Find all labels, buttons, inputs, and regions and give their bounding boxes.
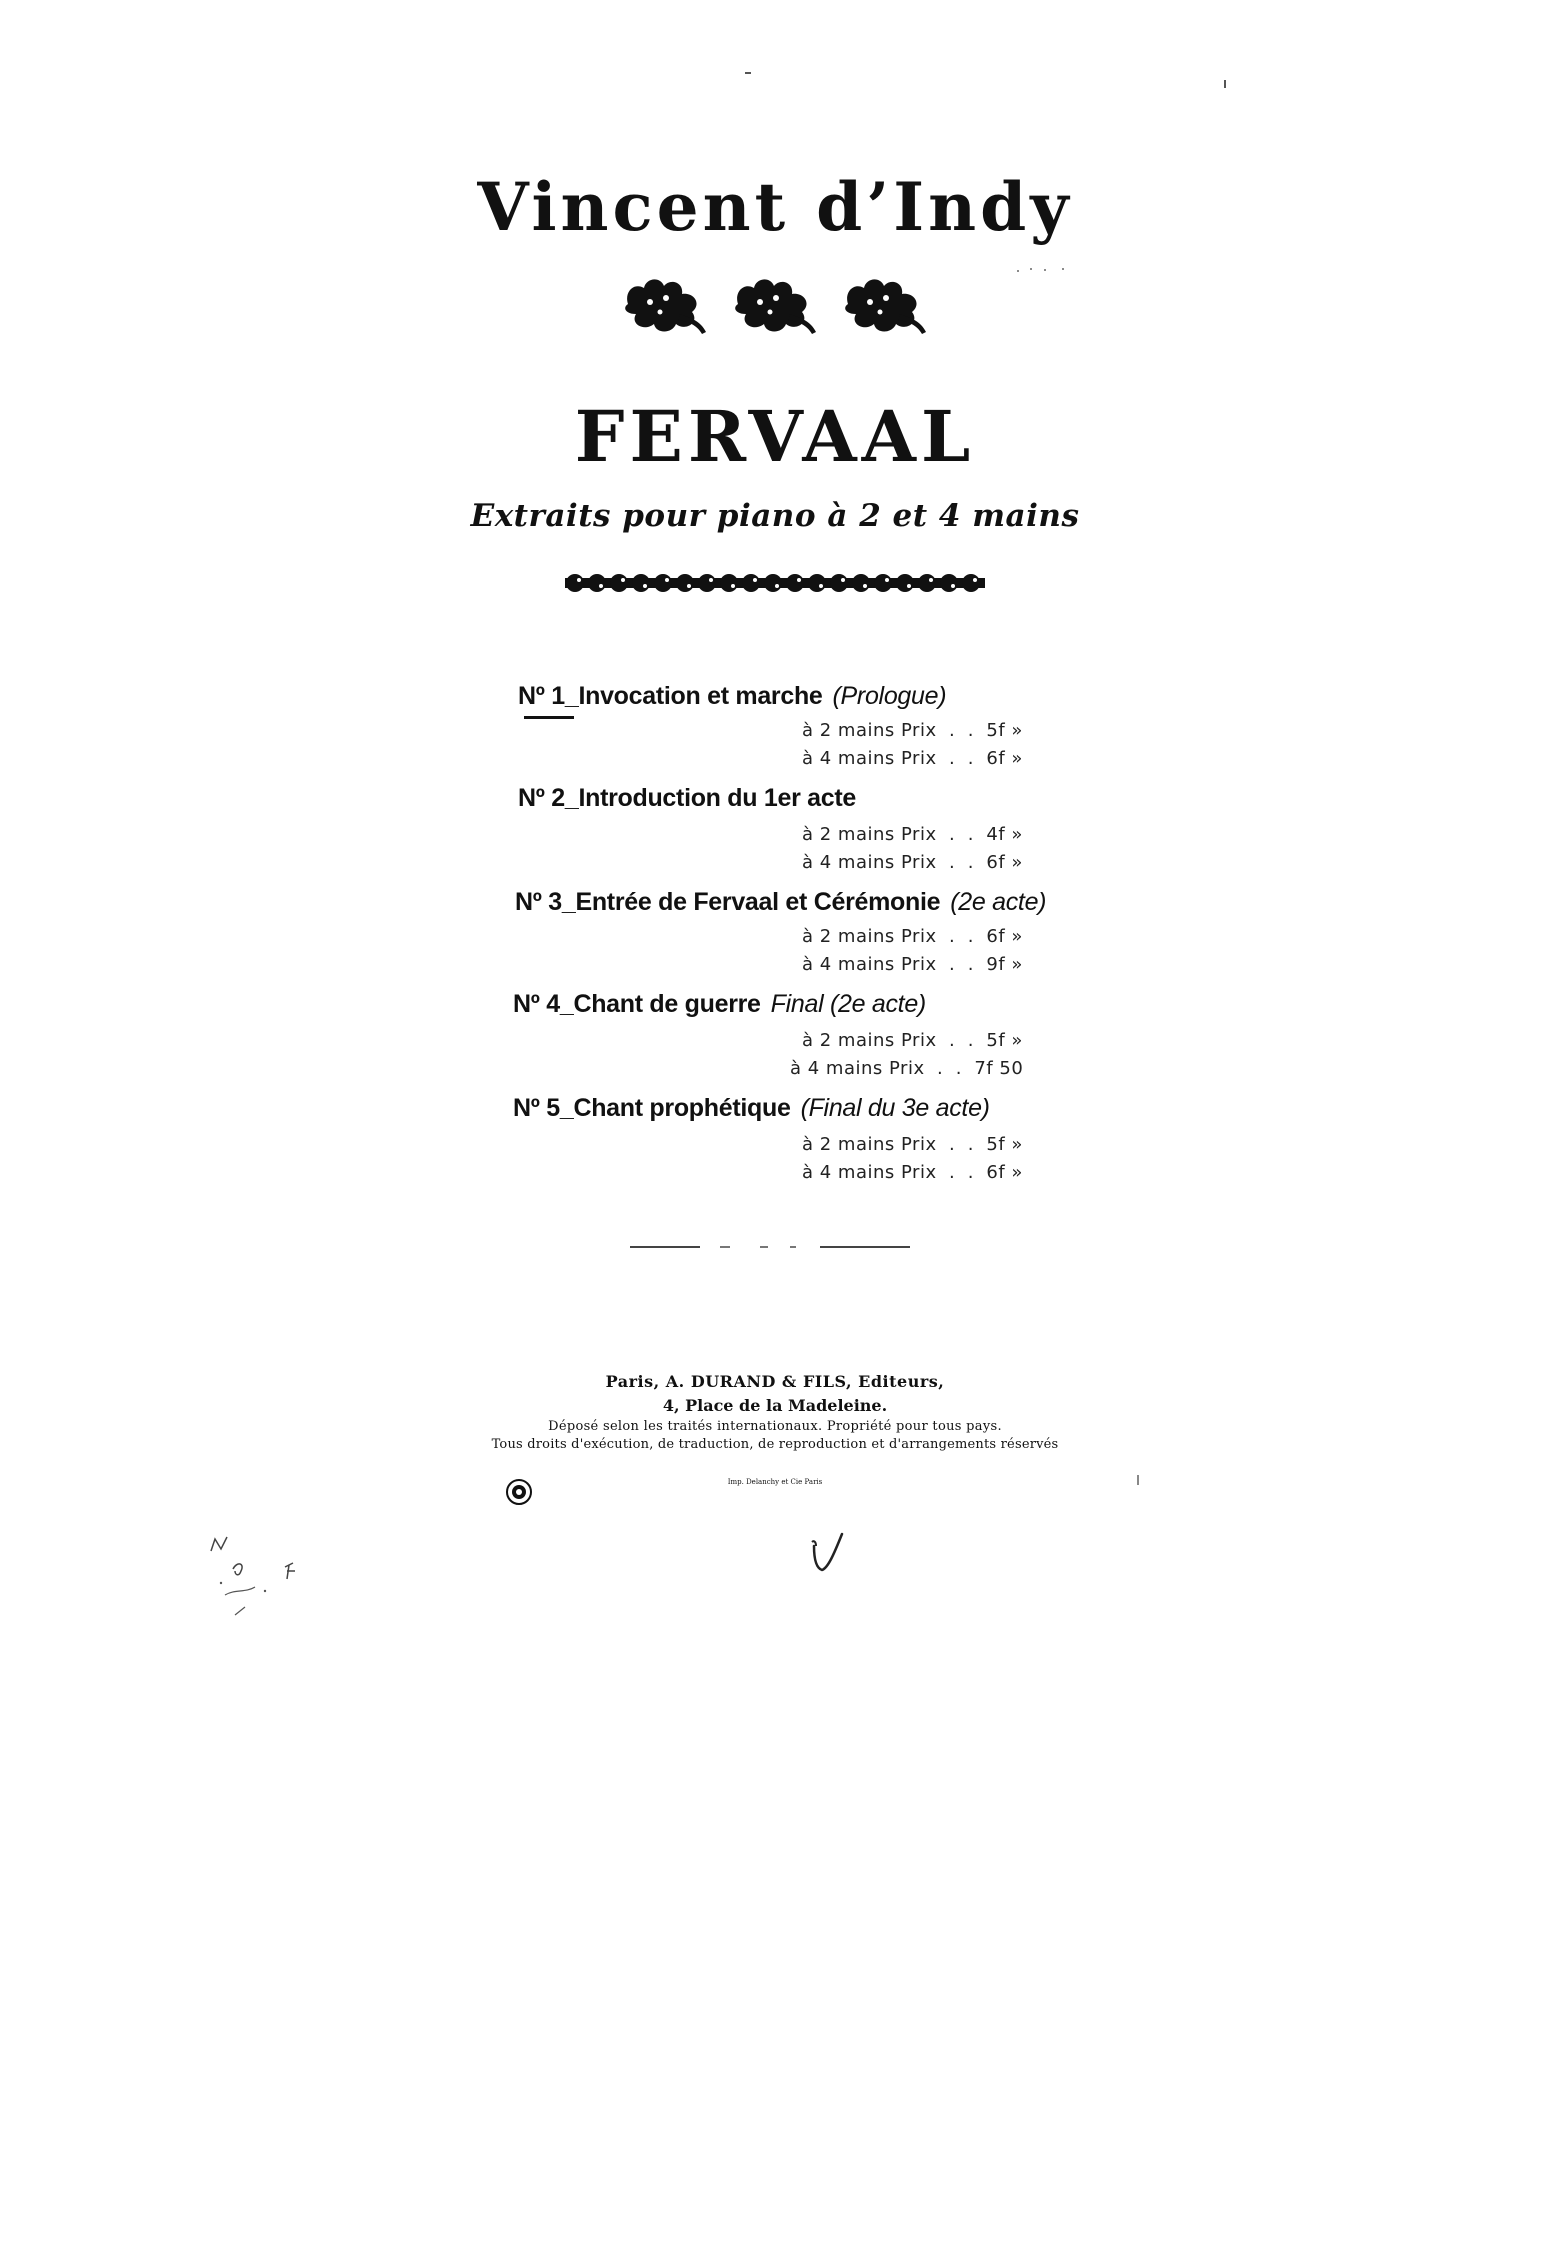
piece-1-title bbox=[518, 682, 946, 711]
piece-5-price-2-hands: à 2 mains Prix . . 5f » bbox=[802, 1134, 1023, 1155]
piece-1-price-4-hands: à 4 mains Prix . . 6f » bbox=[802, 748, 1023, 769]
piece-4-number: Nº 4_ bbox=[513, 990, 574, 1018]
scan-speck bbox=[1224, 80, 1226, 88]
library-call-number-stamp bbox=[205, 1535, 315, 1625]
piece-1-name: Invocation et marche bbox=[578, 682, 823, 710]
ornament-row bbox=[620, 270, 930, 340]
scan-speck bbox=[745, 72, 751, 74]
vine-leaf-icon bbox=[840, 274, 930, 336]
piece-2-number: Nº 2_ bbox=[518, 784, 579, 812]
vine-leaf-icon bbox=[620, 274, 710, 336]
number-underline bbox=[524, 716, 574, 719]
piece-5-subtitle: (Final du 3e acte) bbox=[800, 1094, 990, 1122]
piece-3-title bbox=[515, 888, 1046, 917]
piece-5-title bbox=[513, 1094, 990, 1123]
piece-1-price-2-hands: à 2 mains Prix . . 5f » bbox=[802, 720, 1023, 741]
scan-speck bbox=[1137, 1475, 1139, 1485]
piece-5-name: Chant prophétique bbox=[573, 1094, 791, 1122]
piece-3-number: Nº 3_ bbox=[515, 888, 576, 916]
piece-2-name: Introduction du 1er acte bbox=[578, 784, 857, 812]
piece-3-subtitle: (2e acte) bbox=[950, 888, 1047, 916]
handwritten-check-mark bbox=[808, 1528, 848, 1576]
scan-speck bbox=[1015, 258, 1069, 264]
rights-notice: Tous droits d'exécution, de traduction, de reproduction et d'arrangements réservés bbox=[491, 1437, 1059, 1452]
piece-1-subtitle: (Prologue) bbox=[832, 682, 947, 710]
piece-3-price-4-hands: à 4 mains Prix . . 9f » bbox=[802, 954, 1023, 975]
publisher-address: 4, Place de la Madeleine. bbox=[662, 1396, 888, 1415]
piece-5-price-4-hands: à 4 mains Prix . . 6f » bbox=[802, 1162, 1023, 1183]
piece-4-name: Chant de guerre bbox=[573, 990, 761, 1018]
piece-4-title bbox=[513, 990, 926, 1019]
piece-4-subtitle: Final (2e acte) bbox=[770, 990, 926, 1018]
piece-3-name: Entrée de Fervaal et Cérémonie bbox=[575, 888, 941, 916]
piece-2-price-2-hands: à 2 mains Prix . . 4f » bbox=[802, 824, 1023, 845]
piece-4-price-4-hands: à 4 mains Prix . . 7f 50 bbox=[790, 1058, 1024, 1079]
piece-4-price-2-hands: à 2 mains Prix . . 5f » bbox=[802, 1030, 1023, 1051]
publisher-name: Paris, A. DURAND & FILS, Editeurs, bbox=[605, 1372, 945, 1391]
publisher-seal-icon bbox=[505, 1478, 533, 1506]
work-subtitle: Extraits pour piano à 2 et 4 mains bbox=[470, 498, 1080, 534]
piece-2-price-4-hands: à 4 mains Prix . . 6f » bbox=[802, 852, 1023, 873]
printer-imprint: Imp. Delanchy et Cie Paris bbox=[727, 1478, 823, 1486]
piece-3-price-2-hands: à 2 mains Prix . . 6f » bbox=[802, 926, 1023, 947]
vine-leaf-icon bbox=[730, 274, 820, 336]
piece-5-number: Nº 5_ bbox=[513, 1094, 574, 1122]
divider-rule bbox=[630, 1245, 910, 1249]
copyright-notice: Déposé selon les traités internationaux. Propriété pour tous pays. bbox=[548, 1419, 1002, 1434]
composer-name: Vincent d’Indy bbox=[477, 168, 1073, 246]
work-title: FERVAAL bbox=[574, 395, 976, 478]
piece-2-title bbox=[518, 784, 856, 813]
piece-1-number: Nº 1_ bbox=[518, 682, 579, 710]
floral-border-ornament bbox=[565, 568, 985, 598]
